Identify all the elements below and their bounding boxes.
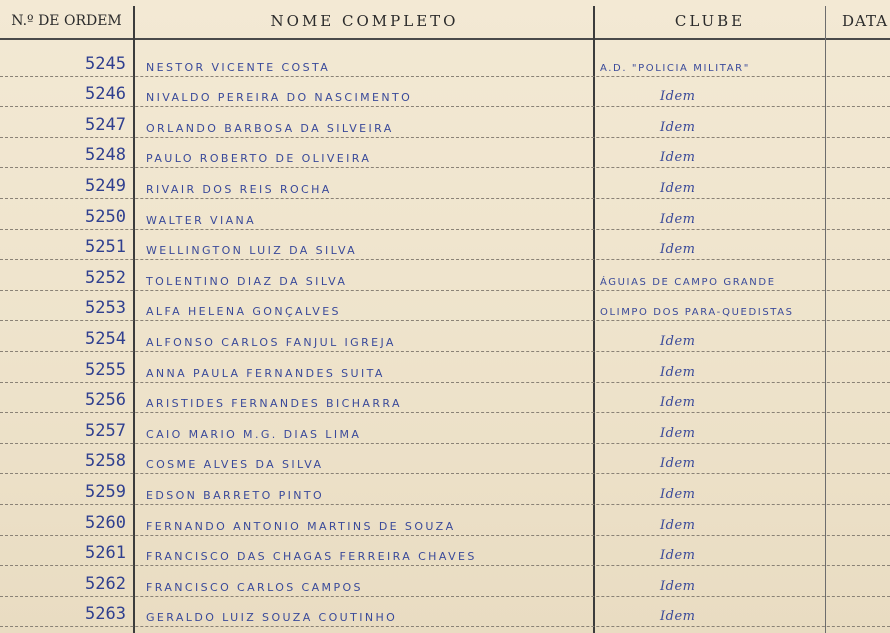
table-row — [0, 168, 890, 199]
table-row — [0, 536, 890, 567]
club-name: Idem — [660, 486, 696, 502]
table-row — [0, 352, 890, 383]
club-name: Idem — [660, 89, 696, 105]
order-number: 5245 — [85, 53, 126, 74]
club-name: Idem — [660, 517, 696, 533]
table-row — [0, 444, 890, 475]
full-name: ALFA HELENA GONÇALVES — [146, 305, 341, 319]
table-row — [0, 230, 890, 261]
order-number: 5261 — [85, 543, 126, 564]
club-name: Idem — [660, 548, 696, 564]
table-row — [0, 199, 890, 230]
full-name: GERALDO LUIZ SOUZA COUTINHO — [146, 611, 398, 625]
table-row — [0, 46, 890, 77]
table-row — [0, 566, 890, 597]
table-row — [0, 138, 890, 169]
order-number: 5249 — [85, 175, 126, 196]
club-name: Idem — [660, 211, 696, 227]
order-number: 5247 — [85, 114, 126, 135]
club-name: OLIMPO DOS PARA-QUEDISTAS — [600, 307, 794, 319]
table-row — [0, 291, 890, 322]
order-number: 5262 — [85, 573, 126, 594]
full-name: RIVAIR DOS REIS ROCHA — [146, 182, 332, 196]
header-date: DATA — [842, 12, 889, 30]
header-number: N.º DE ORDEM — [11, 13, 122, 29]
club-name: A.D. "POLICIA MILITAR" — [600, 62, 750, 74]
full-name: CAIO MARIO M.G. DIAS LIMA — [146, 427, 362, 441]
club-name: Idem — [660, 425, 696, 441]
club-name: Idem — [660, 333, 696, 349]
club-name: Idem — [660, 364, 696, 380]
order-number: 5257 — [85, 420, 126, 441]
table-row — [0, 597, 890, 628]
full-name: FRANCISCO CARLOS CAMPOS — [146, 580, 363, 594]
table-row — [0, 383, 890, 414]
order-number: 5256 — [85, 390, 126, 411]
club-name: Idem — [660, 456, 696, 472]
table-row — [0, 505, 890, 536]
header-name: NOME COMPLETO — [270, 12, 459, 30]
order-number: 5260 — [85, 512, 126, 533]
full-name: FRANCISCO DAS CHAGAS FERREIRA CHAVES — [146, 550, 477, 564]
full-name: EDSON BARRETO PINTO — [146, 488, 325, 502]
table-row — [0, 77, 890, 108]
club-name: Idem — [660, 395, 696, 411]
full-name: NIVALDO PEREIRA DO NASCIMENTO — [146, 91, 413, 105]
full-name: PAULO ROBERTO DE OLIVEIRA — [146, 152, 372, 166]
order-number: 5252 — [85, 267, 126, 288]
table-row — [0, 260, 890, 291]
order-number: 5254 — [85, 328, 126, 349]
full-name: COSME ALVES DA SILVA — [146, 458, 324, 472]
order-number: 5248 — [85, 145, 126, 166]
full-name: ARISTIDES FERNANDES BICHARRA — [146, 397, 402, 411]
full-name: TOLENTINO DIAZ DA SILVA — [146, 274, 348, 288]
order-number: 5263 — [85, 604, 126, 625]
order-number: 5250 — [85, 206, 126, 227]
club-name: Idem — [660, 119, 696, 135]
table-row — [0, 413, 890, 444]
table-row — [0, 321, 890, 352]
club-name: Idem — [660, 578, 696, 594]
order-number: 5259 — [85, 481, 126, 502]
club-name: ÁGUIAS DE CAMPO GRANDE — [600, 276, 776, 288]
club-name: Idem — [660, 609, 696, 625]
full-name: NESTOR VICENTE COSTA — [146, 60, 331, 74]
order-number: 5251 — [85, 237, 126, 258]
table-row — [0, 474, 890, 505]
club-name: Idem — [660, 242, 696, 258]
full-name: ANNA PAULA FERNANDES SUITA — [146, 366, 385, 380]
full-name: ORLANDO BARBOSA DA SILVEIRA — [146, 121, 394, 135]
order-number: 5255 — [85, 359, 126, 380]
full-name: WALTER VIANA — [146, 213, 257, 227]
order-number: 5246 — [85, 84, 126, 105]
full-name: FERNANDO ANTONIO MARTINS DE SOUZA — [146, 519, 456, 533]
order-number: 5258 — [85, 451, 126, 472]
order-number: 5253 — [85, 298, 126, 319]
table-row — [0, 107, 890, 138]
header-club: CLUBE — [674, 12, 746, 30]
club-name: Idem — [660, 150, 696, 166]
club-name: Idem — [660, 180, 696, 196]
full-name: WELLINGTON LUIZ DA SILVA — [146, 244, 358, 258]
full-name: ALFONSO CARLOS FANJUL IGREJA — [146, 335, 396, 349]
